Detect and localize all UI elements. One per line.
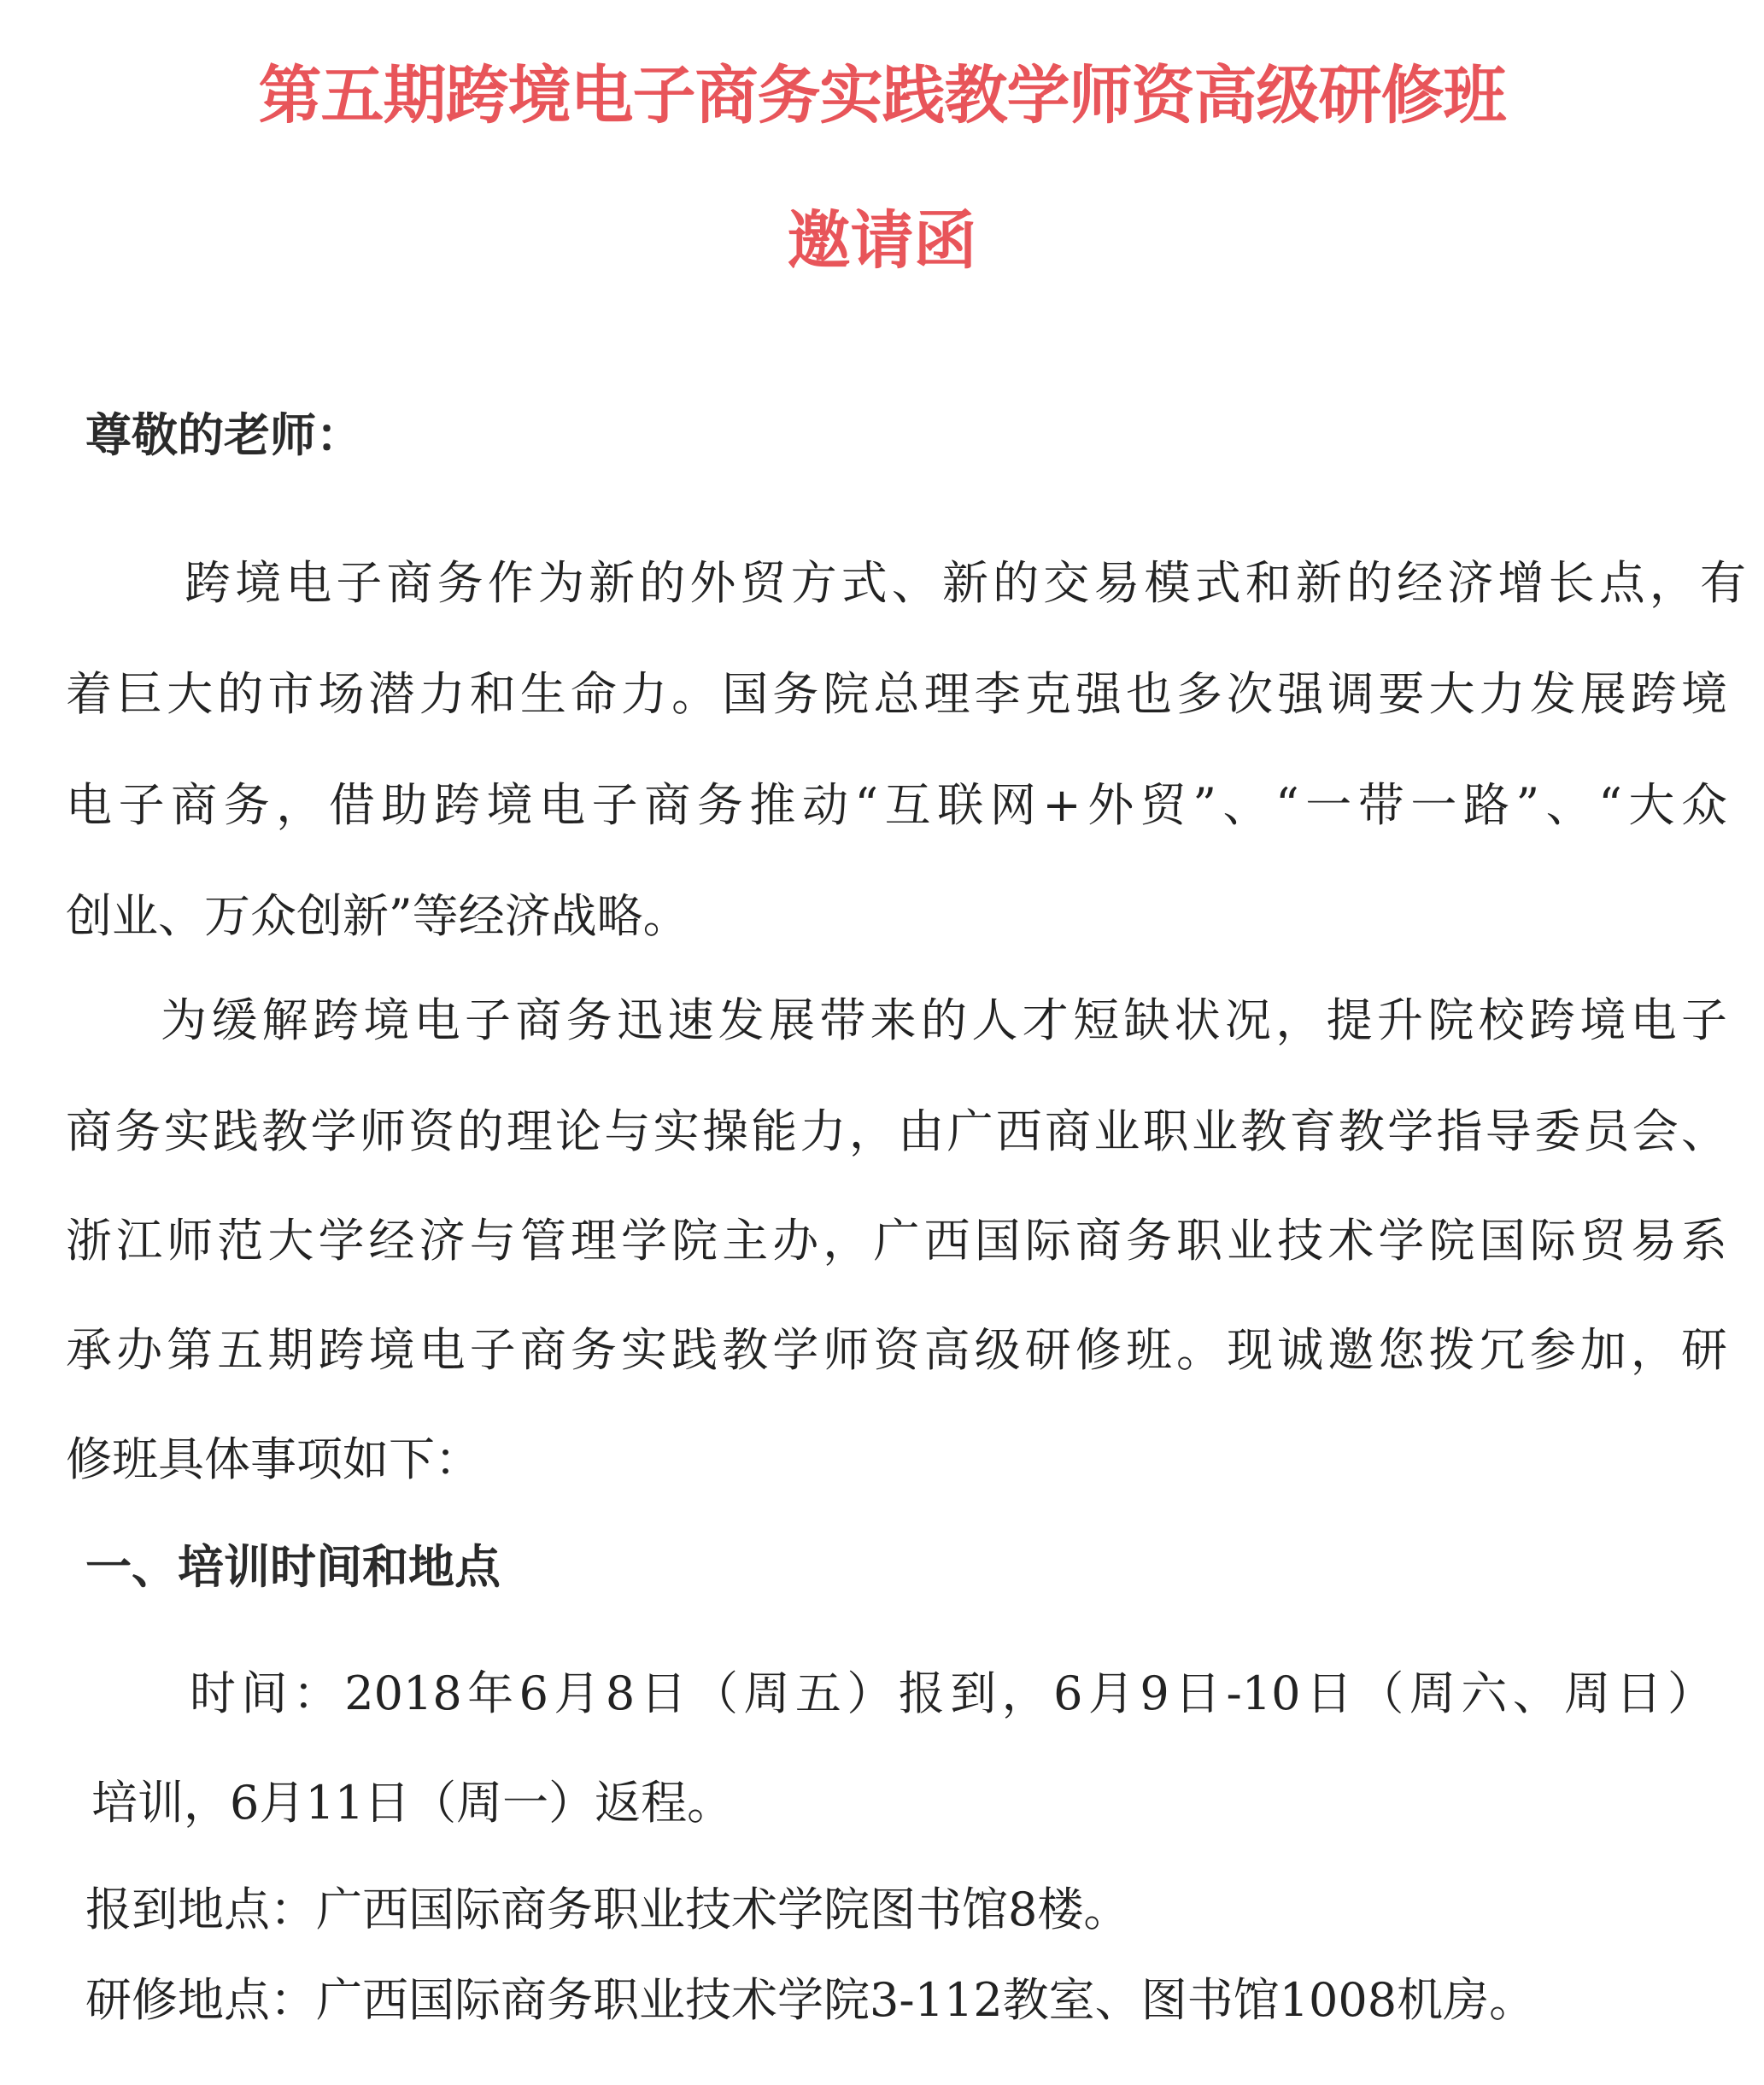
paragraph-line: 商务实践教学师资的理论与实操能力，由广西商业职业教育教学指导委员会、 <box>66 1104 1727 1158</box>
time-line: 培训，6月11日（周一）返程。 <box>91 1776 734 1830</box>
checkin-location: 报到地点：广西国际商务职业技术学院图书馆8楼。 <box>85 1883 1130 1936</box>
study-location: 研修地点：广西国际商务职业技术学院3-112教室、图书馆1008机房。 <box>85 1973 1536 2027</box>
section-heading-time-location: 一、培训时间和地点 <box>85 1540 501 1594</box>
document-title: 第五期跨境电子商务实践教学师资高级研修班 <box>258 59 1506 132</box>
salutation: 尊敬的老师： <box>85 408 362 462</box>
paragraph-line: 浙江师范大学经济与管理学院主办，广西国际商务职业技术学院国际贸易系 <box>66 1214 1727 1268</box>
paragraph-line: 着巨大的市场潜力和生命力。国务院总理李克强也多次强调要大力发展跨境 <box>66 667 1727 721</box>
time-line: 时间：2018年6月8日（周五）报到，6月9日-10日（周六、周日） <box>190 1666 1714 1720</box>
paragraph-line: 为缓解跨境电子商务迅速发展带来的人才短缺状况，提升院校跨境电子 <box>161 993 1727 1047</box>
document-subtitle: 邀请函 <box>787 204 977 278</box>
paragraph-line: 承办第五期跨境电子商务实践教学师资高级研修班。现诚邀您拨冗参加，研 <box>66 1323 1727 1377</box>
paragraph-line: 修班具体事项如下： <box>66 1432 481 1486</box>
paragraph-line: 创业、万众创新”等经济战略。 <box>66 889 689 943</box>
paragraph-line: 电子商务，借助跨境电子商务推动“互联网+外贸”、“一带一路”、“大众 <box>66 778 1727 832</box>
paragraph-line: 跨境电子商务作为新的外贸方式、新的交易模式和新的经济增长点，有 <box>185 556 1746 610</box>
